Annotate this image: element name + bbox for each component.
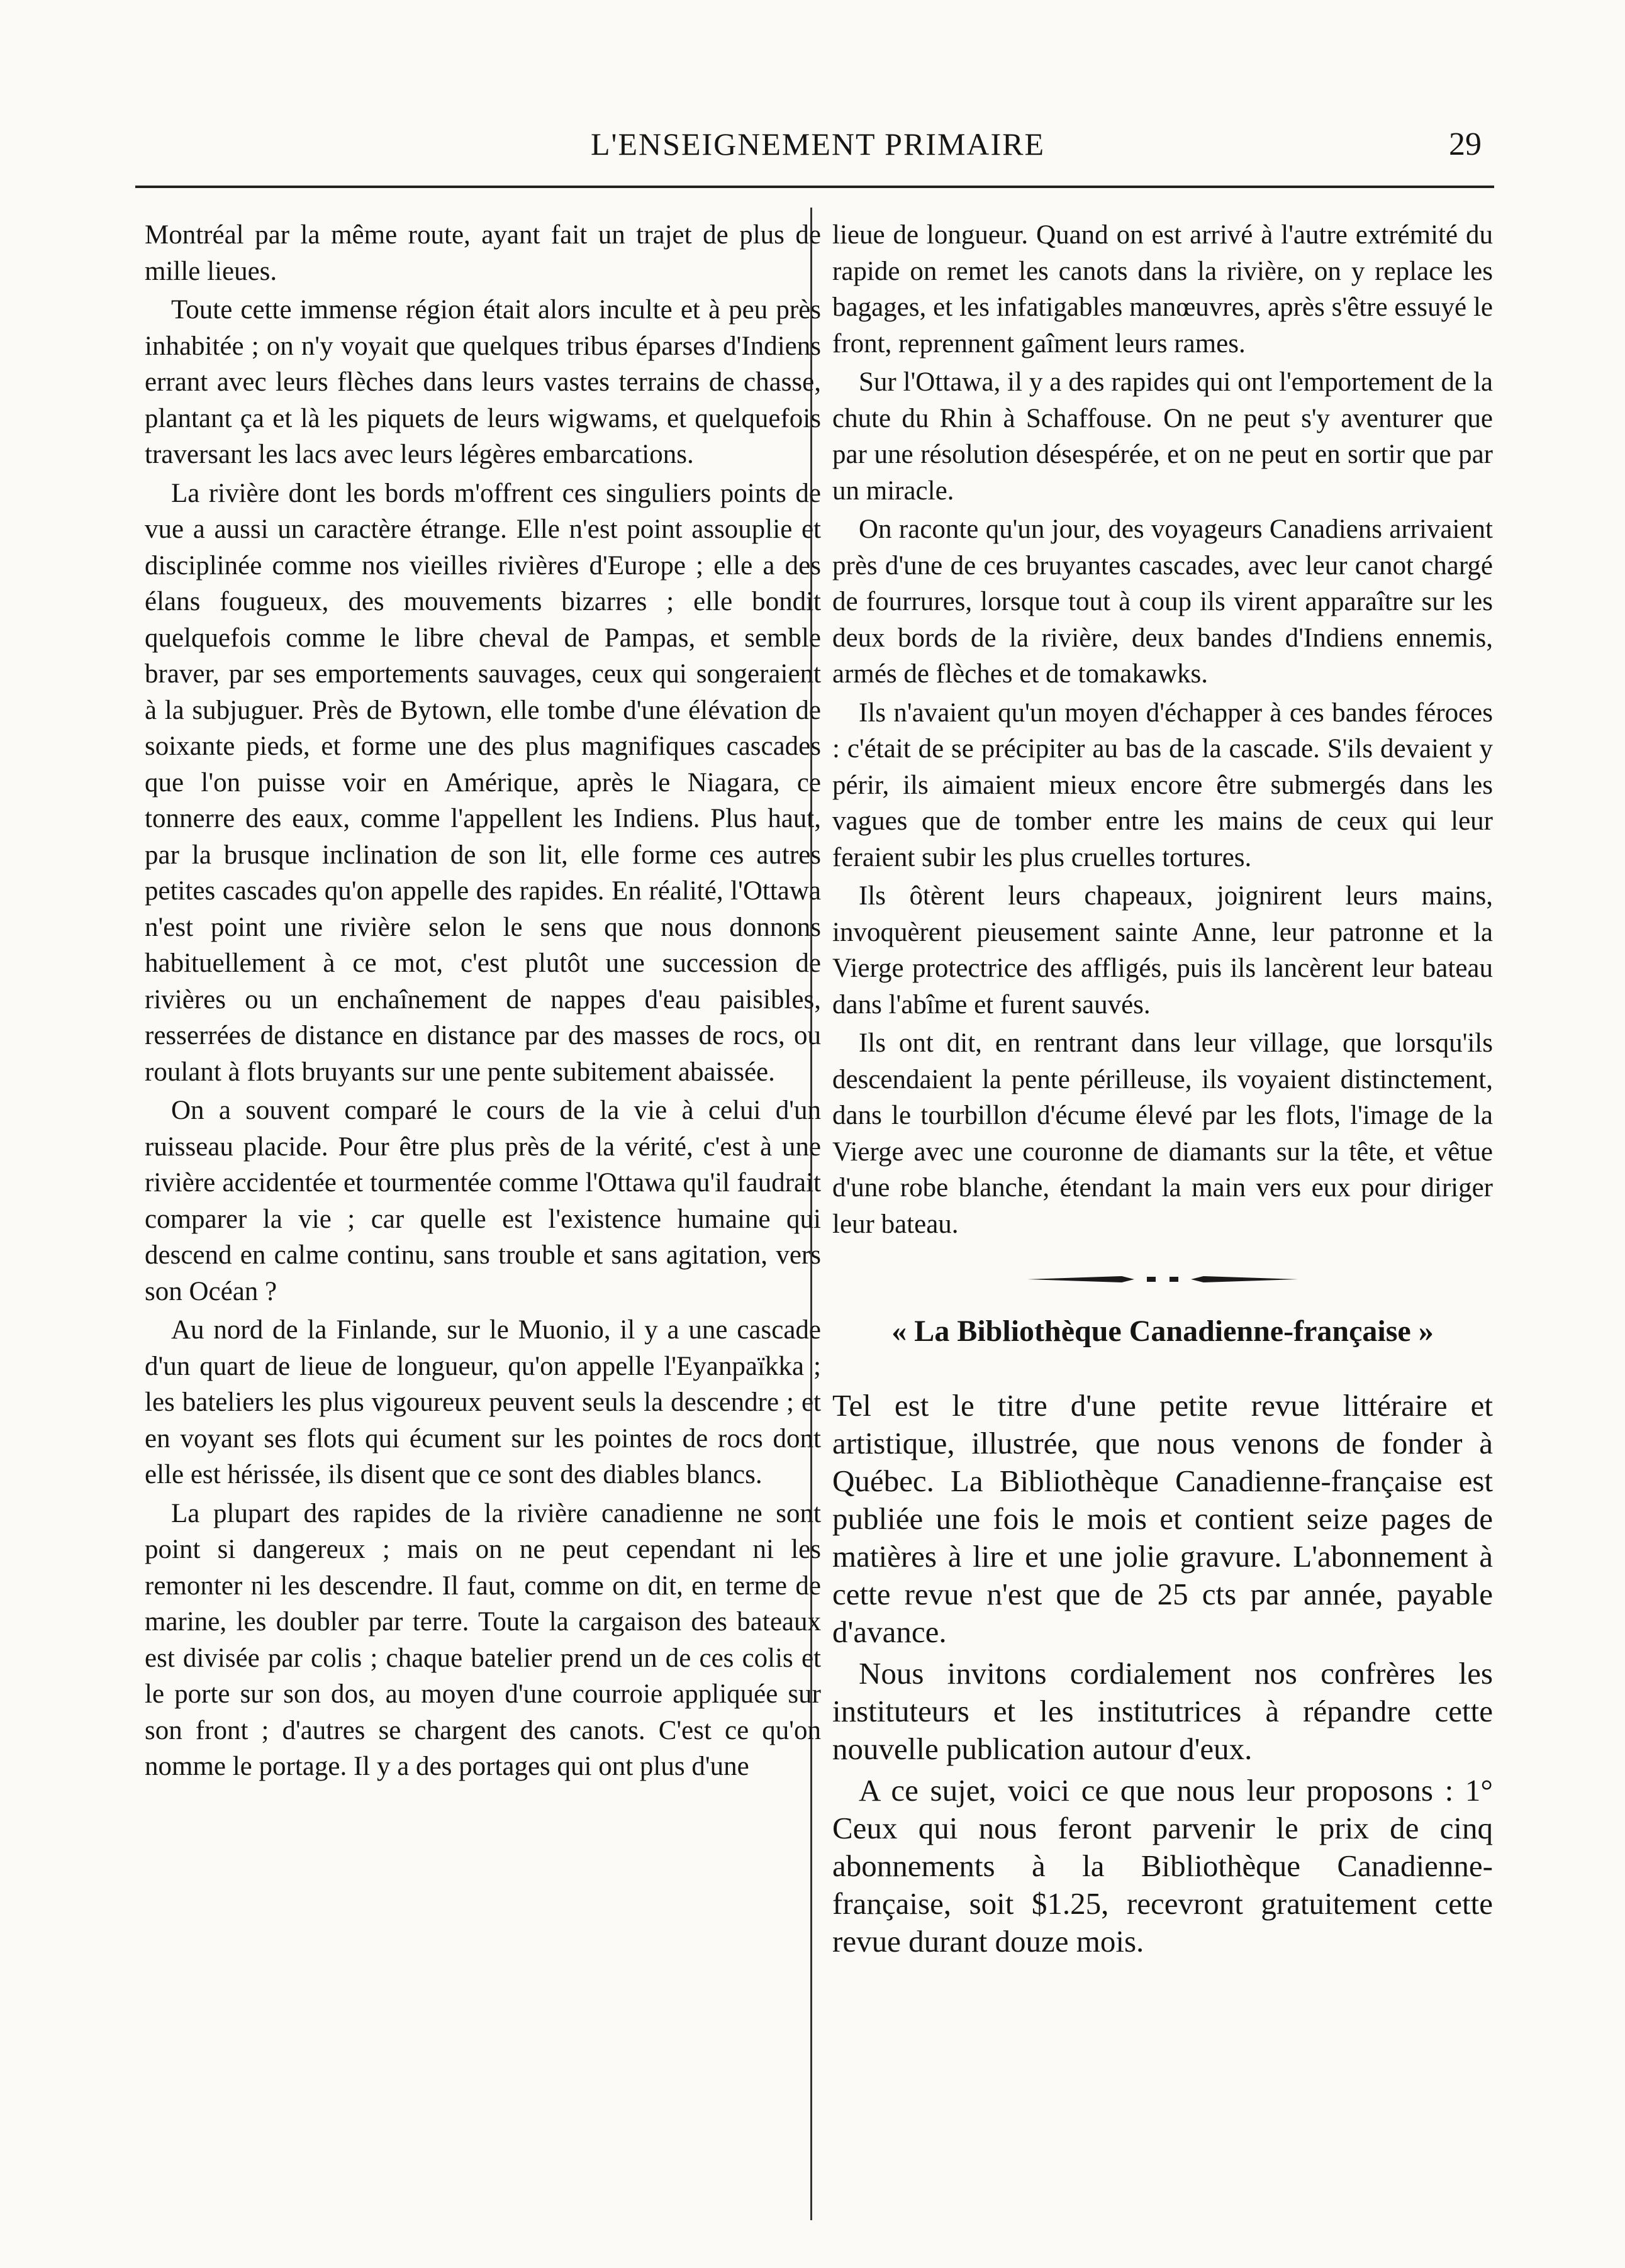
paragraph: La rivière dont les bords m'offrent ces singuliers points de vue a aussi un caractère étrange. Elle n'est point assouplie et disciplinée comme nos vieilles rivières d'Europe ; elle a des élans fougueux, des mouvements bizarres ; elle bondit quelquefois comme le libre cheval de Pampas, et semble braver, par ses emportements sauvages, ceux qui songeraient à la subjuguer. Près de Bytown, elle tombe d'une élévation de soixante pieds, et forme une des plus magnifiques cascades que l'on puisse voir en Amérique, après le Niagara, ce tonnerre des eaux, comme l'appellent les Indiens. Plus haut, par la brusque inclination de son lit, elle forme ces autres petites cascades qu'on appelle des rapides. En réalité, l'Ottawa n'est point une rivière selon le sens que nous donnons habituellement à ce mot, c'est plutôt une succession de rivières ou un enchaînement de nappes d'eau paisibles, resserrées de distance en distance par des masses de rocs, ou roulant à flots bruyants sur une pente subitement abaissée.: [145, 478, 821, 1087]
paragraph: Montréal par la même route, ayant fait un trajet de plus de mille lieues.: [145, 220, 821, 286]
paragraph: Ils ôtèrent leurs chapeaux, joignirent leurs mains, invoquèrent pieusement sainte Anne, leur patronne et la Vierge protectrice des affligés, puis ils lancèrent leur bateau dans l'abîme et furent sauvés.: [832, 881, 1493, 1020]
paragraph: Tel est le titre d'une petite revue littéraire et artistique, illustrée, que nous venons de fonder à Québec. La Bibliothèque Canadienne-française est publiée une fois le mois et contient seize pages de matières à lire et une jolie gravure. L'abonnement à cette revue n'est que de 25 cts par année, payable d'avance.: [832, 1388, 1493, 1649]
left-column: [145, 217, 821, 1785]
section-title: « La Bibliothèque Canadienne-française »: [891, 1315, 1434, 1348]
paragraph: Sur l'Ottawa, il y a des rapides qui ont l'emportement de la chute du Rhin à Schaffouse. On ne peut s'y aventurer que par une résolution désespérée, et on ne peut en sortir que par un miracle.: [832, 367, 1493, 506]
paragraph: On raconte qu'un jour, des voyageurs Canadiens arrivaient près d'une de ces bruyantes cascades, avec leur canot chargé de fourrures, lorsque tout à coup ils virent apparaître sur les deux bords de la rivière, deux bandes d'Indiens ennemis, armés de flèches et de tomakawks.: [832, 514, 1493, 689]
right-column: [832, 217, 1493, 1960]
running-title: L'ENSEIGNEMENT PRIMAIRE: [590, 126, 1046, 162]
page-number: 29: [1449, 126, 1482, 162]
paragraph: Ils ont dit, en rentrant dans leur village, que lorsqu'ils descendaient la pente périlleuse, ils voyaient distinctement, dans le tourbillon d'écume élevé par les flots, l'image de la Vierge avec une couronne de diamants sur la tête, et vêtue d'une robe blanche, étendant la main vers eux pour diriger leur bateau.: [832, 1028, 1493, 1239]
paragraph: A ce sujet, voici ce que nous leur proposons : 1° Ceux qui nous feront parvenir le prix de cinq abonnements à la Bibliothèque Canadienne-française, soit $1.25, recevront gratuitement cette revue durant douze mois.: [832, 1773, 1493, 1959]
paragraph: Au nord de la Finlande, sur le Muonio, il y a une cascade d'un quart de lieue de longueur, qu'on appelle l'Eyanpaïkka ; les bateliers les plus vigoureux peuvent seuls la descendre ; et en voyant ses flots qui écument sur les pointes de rocs dont elle est hérissée, ils disent que ce sont des diables blancs.: [145, 1315, 821, 1489]
paragraph: La plupart des rapides de la rivière canadienne ne sont point si dangereux ; mais on ne peut cependant ni les remonter ni les descendre. Il faut, comme on dit, en terme de marine, les doubler par terre. Toute la cargaison des bateaux est divisée par colis ; chaque batelier prend un de ces colis et le porte sur son dos, au moyen d'une courroie appliquée sur son front ; d'autres se chargent des canots. C'est ce qu'on nomme le portage. Il y a des portages qui ont plus d'une: [145, 1498, 821, 1781]
paragraph: Nous invitons cordialement nos confrères les instituteurs et les institutrices à répandre cette nouvelle publication autour d'eux.: [832, 1656, 1493, 1766]
paragraph: Ils n'avaient qu'un moyen d'échapper à ces bandes féroces : c'était de se précipiter au bas de la cascade. S'ils devaient y périr, ils aimaient mieux encore être submergés dans les vagues que de tomber entre les mains de ceux qui leur feraient subir les plus cruelles tortures.: [832, 698, 1493, 872]
paragraph: Toute cette immense région était alors inculte et à peu près inhabitée ; on n'y voyait que quelques tribus éparses d'Indiens errant avec leurs flèches dans leurs vastes terrains de chasse, plantant ça et là les piquets de leurs wigwams, et quelquefois traversant les lacs avec leurs légères embarcations.: [145, 295, 821, 469]
page-header: [142, 126, 1494, 176]
header-rule: [135, 186, 1494, 188]
paragraph: On a souvent comparé le cours de la vie à celui d'un ruisseau placide. Pour être plus près de la vérité, c'est à une rivière accidentée et tourmentée comme l'Ottawa qu'il faudrait comparer la vie ; car quelle est l'existence humaine qui descend en calme continu, sans trouble et sans agitation, vers son Océan ?: [145, 1096, 821, 1306]
section-ornament: [1027, 1275, 1298, 1284]
paragraph: lieue de longueur. Quand on est arrivé à l'autre extrémité du rapide on remet les canots dans la rivière, on y replace les bagages, et les infatigables manœuvres, après s'être essuyé le front, reprennent gaîment leurs rames.: [832, 220, 1493, 359]
section-body: [832, 1387, 1493, 1960]
